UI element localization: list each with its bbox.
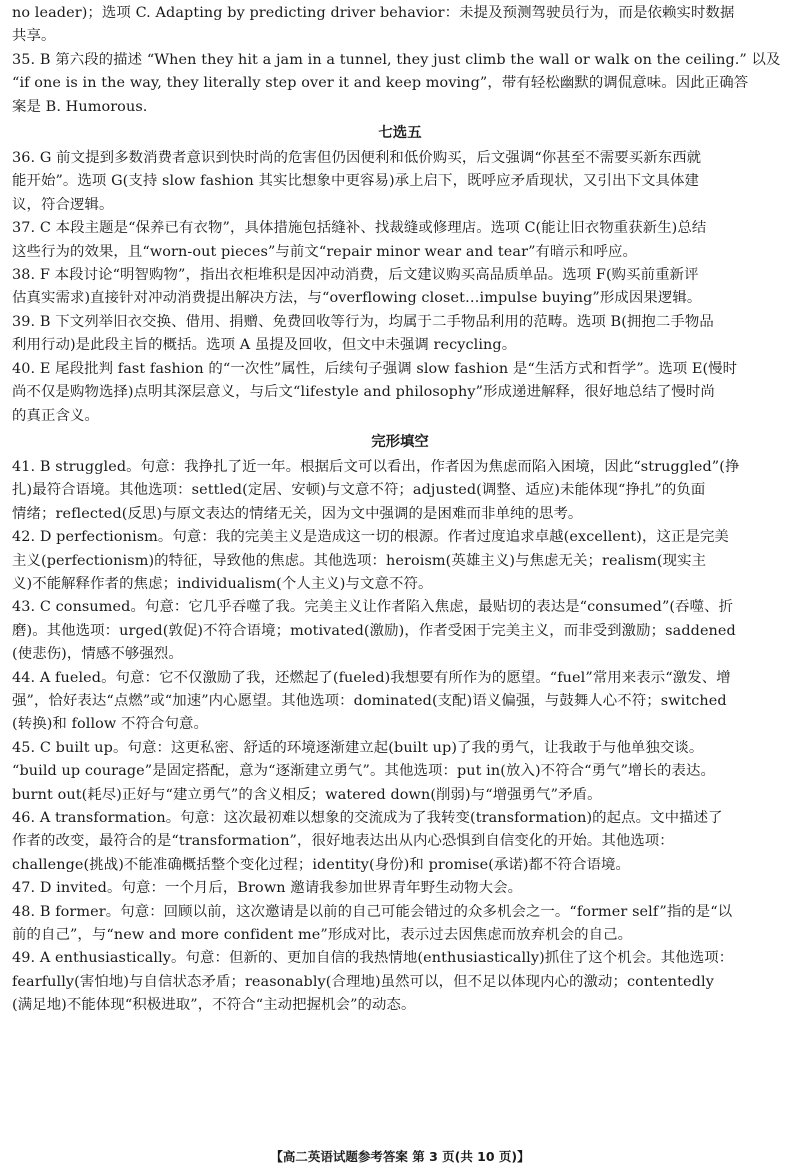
text-line: 利用行动)是此段主旨的概括。选项 A 虽提及回收，但文中未强调 recycling。 (12, 337, 517, 354)
answer-40 (12, 358, 788, 428)
text-line: 46. A transformation。句意：这次最初难以想象的交流成为了我转变(transformation)的起点。文中描述了 (12, 810, 723, 826)
text-line: 35. B 第六段的描述 “When they hit a jam in a tunnel, they just climb the wall or walk on the ceiling.” 以及 (12, 51, 781, 68)
answer-47 (12, 877, 788, 900)
text-line: (满足地)不能体现“积极进取”，不符合“主动把握机会”的动态。 (12, 997, 416, 1014)
text-line: 能开始”。选项 G(支持 slow fashion 其实比想象中更容易)承上启下，既呼应矛盾现状，又引出下文具体建 (12, 173, 699, 190)
answer-41 (12, 456, 788, 526)
text-line: challenge(挑战)不能准确概括整个变化过程；identity(身份)和 promise(承诺)都不符合语境。 (12, 856, 631, 873)
text-line: 主义(perfectionism)的特征，导致他的焦虑。其他选项：heroism(英雄主义)与焦虑无关；realism(现实主 (12, 552, 707, 569)
answer-36 (12, 147, 788, 217)
answer-35 (12, 49, 788, 119)
text-line: (使悲伤)，情感不够强烈。 (12, 646, 183, 663)
answer-49 (12, 947, 788, 1017)
text-line: 议，符合逻辑。 (12, 196, 114, 213)
text-line: 义)不能解释作者的焦虑；individualism(个人主义)与文意不符。 (12, 575, 433, 592)
answer-37 (12, 217, 788, 264)
seven-choose-five-answers (12, 147, 788, 428)
text-line: 41. B struggled。句意：我挣扎了近一年。根据后文可以看出，作者因为焦虑而陷入困境，因此“struggled”(挣 (12, 458, 740, 475)
text-line: 43. C consumed。句意：它几乎吞噬了我。完美主义让作者陷入焦虑，最贴切的表达是“consumed”(吞噬、折 (12, 599, 734, 616)
answer-42 (12, 526, 788, 596)
text-line: 49. A enthusiastically。句意：但新的、更加自信的我热情地(enthusiastically)抓住了这个机会。其他选项： (12, 950, 734, 967)
section-title-seven-choose-five: 七选五 (378, 125, 422, 142)
cloze-answers (12, 456, 788, 1018)
text-line: 的真正含义。 (12, 407, 99, 424)
text-line: burnt out(耗尽)正好与“建立勇气”的含义相反；watered down(削弱)与“增强勇气”矛盾。 (12, 786, 602, 803)
continued-explanation (12, 2, 788, 49)
text-line: 44. A fueled。句意：它不仅激励了我，还燃起了(fueled)我想要有所作为的愿望。“fuel”常用来表示“激发、增 (12, 669, 731, 686)
page-footer: 【高二英语试题参考答案 第 3 页(共 10 页)】 (270, 1149, 530, 1164)
text-line: 尚不仅是购物选择)点明其深层意义，与后文“lifestyle and philosophy”形成递进解释，很好地总结了慢时尚 (12, 384, 715, 401)
text-line: 估真实需求)直接针对冲动消费提出解决方法，与“overflowing closet…impulse buying”形成因果逻辑。 (12, 290, 702, 307)
text-line: 共享。 (12, 28, 56, 45)
answer-46 (12, 807, 788, 877)
text-line: 42. D perfectionism。句意：我的完美主义是造成这一切的根源。作者过度追求卓越(excellent)，这正是完美 (12, 529, 729, 546)
text-line: 36. G 前文提到多数消费者意识到快时尚的危害但仍因便利和低价购买，后文强调“你甚至不需要买新东西就 (12, 150, 702, 167)
text-line: 这些行为的效果，且“worn-out pieces”与前文“repair minor wear and tear”有暗示和呼应。 (12, 243, 637, 260)
text-line: 47. D invited。句意：一个月后，Brown 邀请我参加世界青年野生动物大会。 (12, 880, 523, 897)
text-line: 磨)。其他选项：urged(敦促)不符合语境；motivated(激励)，作者受困于完美主义，而非受到激励；saddened (12, 622, 736, 639)
text-line: 案是 B. Humorous. (12, 98, 148, 115)
text-line: 39. B 下文列举旧衣交换、借用、捐赠、免费回收等行为，均属于二手物品利用的范畴。选项 B(拥抱二手物品 (12, 313, 714, 330)
text-line: 情绪；reflected(反思)与原文表达的情绪无关，因为文中强调的是困难而非单纯的思考。 (12, 505, 583, 522)
answer-38 (12, 264, 788, 311)
text-line: 作者的改变，最符合的是“transformation”，很好地表达出从内心恐惧到自信变化的开始。其他选项： (12, 833, 674, 850)
text-line: 45. C built up。句意：这更私密、舒适的环境逐渐建立起(built up)了我的勇气，让我敢于与他单独交谈。 (12, 739, 704, 756)
text-line: (转换)和 follow 不符合句意。 (12, 716, 208, 733)
section-title-cloze: 完形填空 (371, 433, 429, 450)
text-line: no leader)；选项 C. Adapting by predicting driver behavior：未提及预测驾驶员行为，而是依赖实时数据 (12, 5, 735, 21)
text-line: 40. E 尾段批判 fast fashion 的“一次性”属性，后续句子强调 slow fashion 是“生活方式和哲学”。选项 E(慢时 (12, 360, 738, 377)
answer-44 (12, 667, 788, 737)
text-line: 前的自己”，与“new and more confident me”形成对比，表示过去因焦虑而放弃机会的自己。 (12, 927, 633, 944)
answer-43 (12, 596, 788, 666)
text-line: 扎)最符合语境。其他选项：settled(定居、安顿)与文意不符；adjusted(调整、适应)未能体现“挣扎”的负面 (12, 482, 706, 499)
answer-45 (12, 737, 788, 807)
answer-39 (12, 311, 788, 358)
answer-48 (12, 901, 788, 948)
text-line: 48. B former。句意：回顾以前，这次邀请是以前的自己可能会错过的众多机会之一。“former self”指的是“以 (12, 903, 733, 920)
answer-key-page (12, 2, 788, 1018)
text-line: fearfully(害怕地)与自信状态矛盾；reasonably(合理地)虽然可以，但不足以体现内心的激动；contentedly (12, 973, 714, 990)
text-line: “if one is in the way, they literally step over it and keep moving”，带有轻松幽默的调侃意味。因此正确答 (12, 75, 749, 92)
text-line: 37. C 本段主题是“保养已有衣物”，具体措施包括缝补、找裁缝或修理店。选项 C(能让旧衣物重获新生)总结 (12, 220, 707, 237)
text-line: “build up courage”是固定搭配，意为“逐渐建立勇气”。其他选项：put in(放入)不符合“勇气”增长的表达。 (12, 763, 715, 780)
text-line: 38. F 本段讨论“明智购物”，指出衣柜堆积是因冲动消费，后文建议购买高品质单品。选项 F(购买前重新评 (12, 267, 699, 284)
text-line: 强”，恰好表达“点燃”或“加速”内心愿望。其他选项：dominated(支配)语义偏强，与鼓舞人心不符；switched (12, 692, 727, 709)
